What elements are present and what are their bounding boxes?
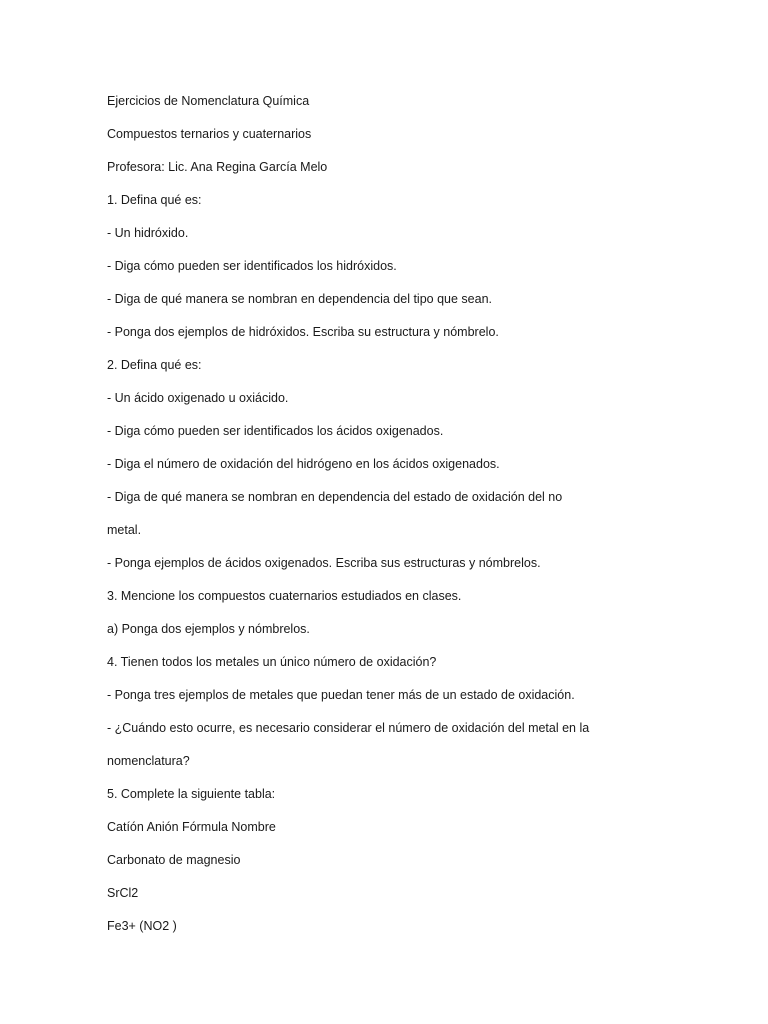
question-1-item: - Ponga dos ejemplos de hidróxidos. Escriba su estructura y nómbrelo. [107, 325, 499, 339]
table-row: Fe3+ (NO2 ) [107, 919, 177, 933]
question-2-item: - Un ácido oxigenado u oxiácido. [107, 391, 289, 405]
question-4-item: - ¿Cuándo esto ocurre, es necesario considerar el número de oxidación del metal en la [107, 721, 590, 735]
question-1-item: - Diga cómo pueden ser identificados los hidróxidos. [107, 259, 397, 273]
question-1-item: - Un hidróxido. [107, 226, 189, 240]
table-row: Carbonato de magnesio [107, 853, 241, 867]
question-4-item-continuation: nomenclatura? [107, 754, 190, 768]
question-2-item: - Ponga ejemplos de ácidos oxigenados. Escriba sus estructuras y nómbrelos. [107, 556, 541, 570]
question-4-item: - Ponga tres ejemplos de metales que puedan tener más de un estado de oxidación. [107, 688, 575, 702]
table-row: SrCl2 [107, 886, 139, 900]
question-2-heading: 2. Defina qué es: [107, 358, 202, 372]
document-author: Profesora: Lic. Ana Regina García Melo [107, 160, 328, 174]
question-2-item: - Diga de qué manera se nombran en dependencia del estado de oxidación del no [107, 490, 563, 504]
question-3-item: a) Ponga dos ejemplos y nómbrelos. [107, 622, 310, 636]
document-body [107, 90, 707, 948]
table-header-row: Catíón Anión Fórmula Nombre [107, 820, 276, 834]
question-4-heading: 4. Tienen todos los metales un único número de oxidación? [107, 655, 437, 669]
question-2-item-continuation: metal. [107, 523, 142, 537]
question-1-heading: 1. Defina qué es: [107, 193, 202, 207]
document-title: Ejercicios de Nomenclatura Química [107, 94, 310, 108]
question-2-item: - Diga cómo pueden ser identificados los ácidos oxigenados. [107, 424, 444, 438]
question-1-item: - Diga de qué manera se nombran en dependencia del tipo que sean. [107, 292, 492, 306]
question-3-heading: 3. Mencione los compuestos cuaternarios estudiados en clases. [107, 589, 462, 603]
document-subtitle: Compuestos ternarios y cuaternarios [107, 127, 312, 141]
question-2-item: - Diga el número de oxidación del hidrógeno en los ácidos oxigenados. [107, 457, 500, 471]
question-5-heading: 5. Complete la siguiente tabla: [107, 787, 276, 801]
